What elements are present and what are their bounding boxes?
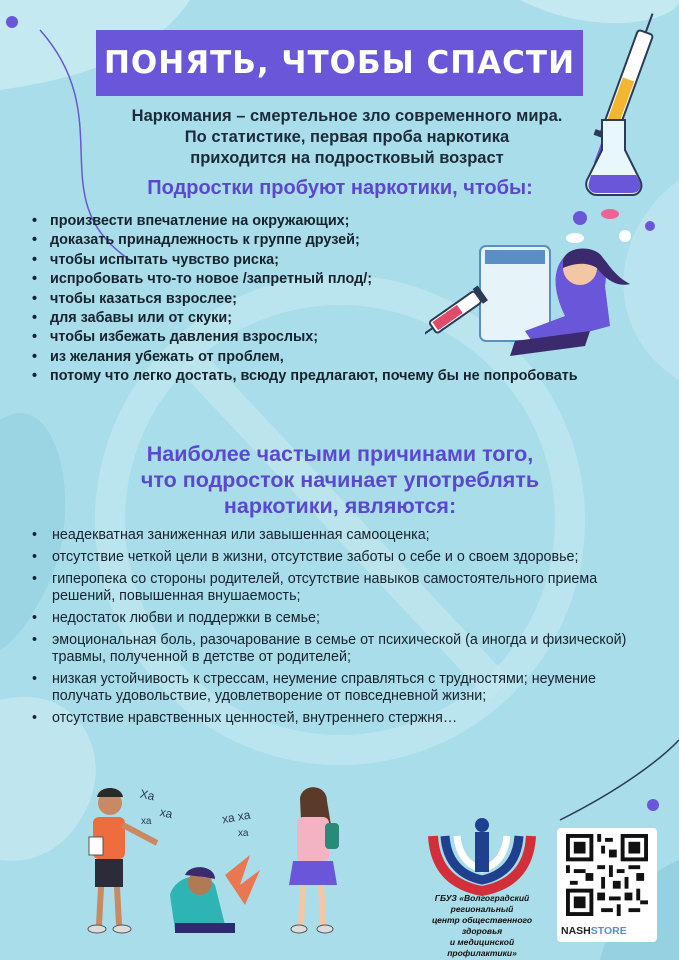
list-item: • неадекватная заниженная или завышенная самооценка; — [30, 527, 630, 544]
qr-code[interactable] — [566, 834, 648, 916]
heading-line: что подросток начинает употреблять — [140, 468, 540, 492]
list-item: • чтобы казаться взрослее; — [30, 290, 590, 309]
title-banner — [96, 30, 583, 96]
list-item: • эмоциональная боль, разочарование в семье от психической (а иногда и физической) травмы, полученной в детстве от родителей; — [30, 632, 630, 666]
list-item: • испробовать что-то новое /запретный плод/; — [30, 270, 590, 289]
page-title: ПОНЯТЬ, ЧТОБЫ СПАСТИ — [103, 45, 576, 81]
list-item: • низкая устойчивость к стрессам, неумение справляться с трудностями; неумение получать удовольствие, удовлетворение от повседневной жизни; — [30, 671, 630, 705]
laugh-text: ха — [141, 816, 152, 827]
intro-line: По статистике, первая проба наркотика — [184, 128, 510, 146]
list-item: • гиперопека со стороны родителей, отсутствие навыков самостоятельного приема решений, повышенная внушаемость; — [30, 571, 630, 605]
laugh-text: ха ха — [221, 807, 252, 827]
list-item: • чтобы избежать давления взрослых; — [30, 328, 590, 347]
organization-name — [418, 893, 546, 959]
intro-text — [92, 106, 602, 169]
heading-line: наркотики, являются: — [223, 494, 457, 518]
syringe-flask-illustration — [582, 10, 677, 200]
section2-heading — [70, 441, 610, 519]
reasons-list — [30, 212, 590, 387]
list-item: • потому что легко достать, всюду предлагают, почему бы не попробовать — [30, 367, 590, 386]
store-text: STORE — [590, 925, 627, 937]
list-item: • из желания убежать от проблем, — [30, 348, 590, 367]
list-item: • недостаток любви и поддержки в семье; — [30, 610, 630, 627]
bullying-kids-illustration — [75, 775, 365, 955]
section1-heading: Подростки пробуют наркотики, чтобы: — [147, 177, 533, 199]
nashstore-label — [561, 925, 627, 937]
org-line: центр общественного здоровья — [431, 915, 533, 936]
causes-list — [30, 527, 630, 732]
list-item: • отсутствие нравственных ценностей, внутреннего стержня… — [30, 710, 630, 727]
list-item: • доказать принадлежность к группе друзей; — [30, 231, 590, 250]
organization-logo — [425, 816, 540, 896]
list-item: • для забавы или от скуки; — [30, 309, 590, 328]
list-item: • чтобы испытать чувство риска; — [30, 251, 590, 270]
laugh-text: Ха — [138, 786, 156, 804]
org-line: и медицинской профилактики» — [447, 937, 517, 958]
heading-line: Наиболее частыми причинами того, — [146, 442, 534, 466]
laugh-text: ха — [238, 828, 249, 839]
laugh-text: ха — [158, 804, 174, 822]
list-item: • произвести впечатление на окружающих; — [30, 212, 590, 231]
nash-text: NASH — [561, 925, 591, 937]
intro-line: Наркомания – смертельное зло современного мира. — [131, 107, 563, 125]
list-item: • отсутствие четкой цели в жизни, отсутствие заботы о себе и о своем здоровье; — [30, 549, 630, 566]
org-line: ГБУЗ «Волгоградский региональный — [434, 893, 530, 914]
intro-line: приходится на подростковый возраст — [190, 149, 504, 167]
